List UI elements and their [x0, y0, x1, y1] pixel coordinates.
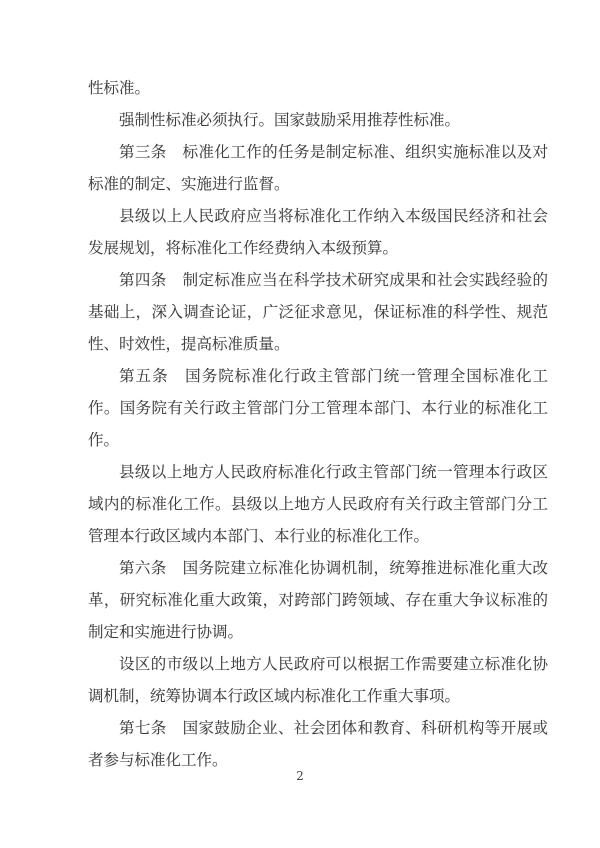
document-paragraph: 第六条 国务院建立标准化协调机制，统筹推进标准化重大改革，研究标准化重大政策，对跨部门跨领域、存在重大争议标准的制定和实施进行协调。	[88, 559, 548, 641]
document-paragraph: 县级以上人民政府应当将标准化工作纳入本级国民经济和社会发展规划，将标准化工作经费纳入本级预算。	[88, 207, 548, 257]
document-paragraph: 县级以上地方人民政府标准化行政主管部门统一管理本行政区域内的标准化工作。县级以上地方人民政府有关行政主管部门分工管理本行政区域内本部门、本行业的标准化工作。	[88, 463, 548, 545]
document-paragraph: 第五条 国务院标准化行政主管部门统一管理全国标准化工作。国务院有关行政主管部门分工管理本部门、本行业的标准化工作。	[88, 367, 548, 449]
document-paragraph: 第七条 国家鼓励企业、社会团体和教育、科研机构等开展或者参与标准化工作。	[88, 719, 548, 769]
document-paragraph: 设区的市级以上地方人民政府可以根据工作需要建立标准化协调机制，统筹协调本行政区域内标准化工作重大事项。	[88, 655, 548, 705]
document-body	[88, 72, 548, 776]
document-paragraph: 第四条 制定标准应当在科学技术研究成果和社会实践经验的基础上，深入调查论证，广泛征求意见，保证标准的科学性、规范性、时效性，提高标准质量。	[88, 271, 548, 353]
document-paragraph: 强制性标准必须执行。国家鼓励采用推荐性标准。	[119, 111, 461, 129]
document-paragraph: 性标准。	[88, 79, 151, 97]
page-number: 2	[296, 769, 304, 783]
document-paragraph: 第三条 标准化工作的任务是制定标准、组织实施标准以及对标准的制定、实施进行监督。	[88, 143, 548, 193]
